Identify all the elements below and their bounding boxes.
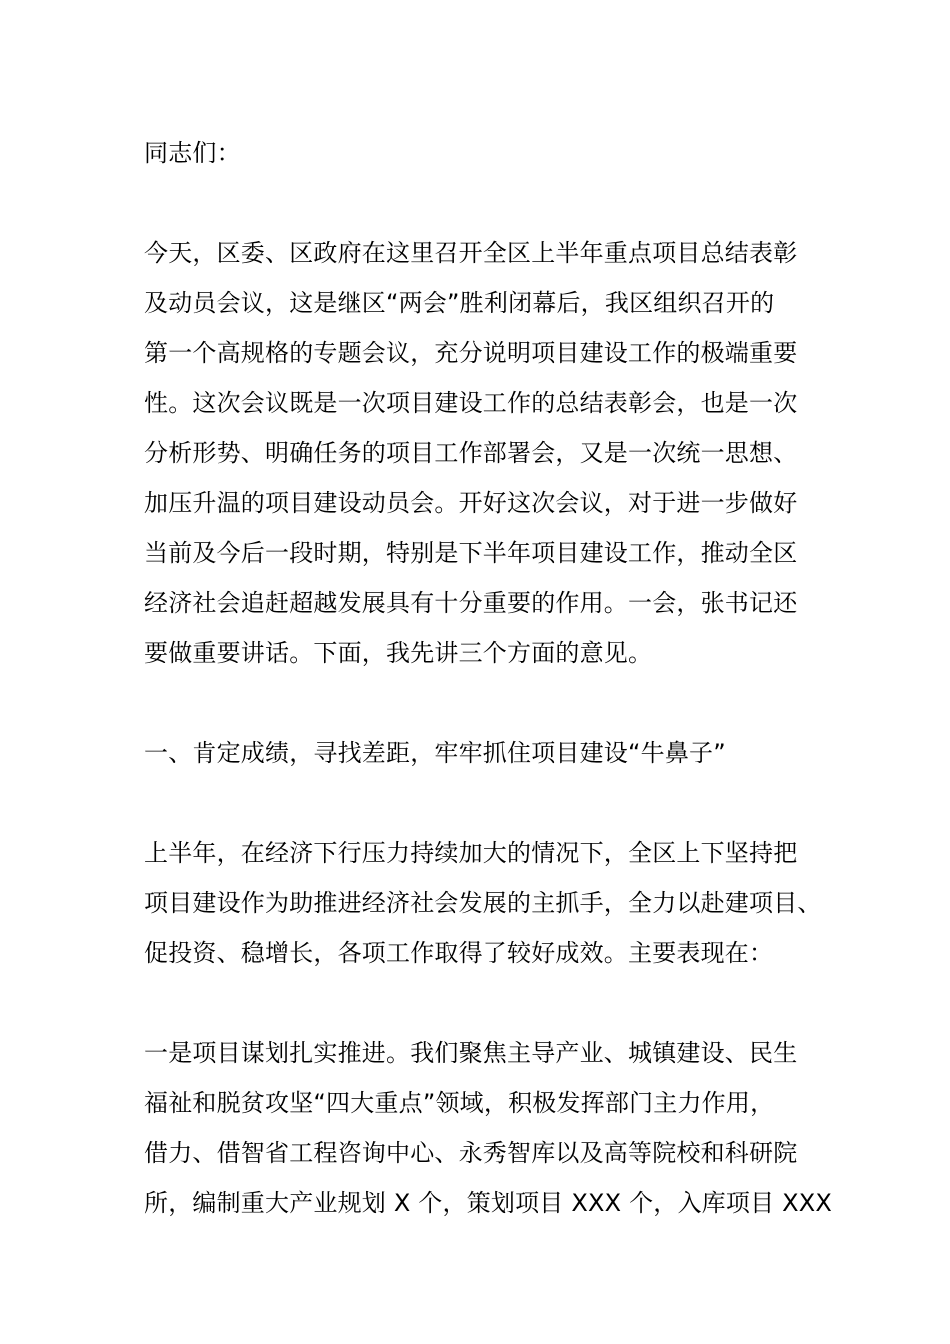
text-line: 加压升温的项目建设动员会。开好这次会议，对于进一步做好	[144, 489, 798, 517]
document-body	[144, 128, 833, 1228]
text-line: 福祉和脱贫攻坚“四大重点”领域，积极发挥部门主力作用，	[144, 1089, 775, 1117]
text-line: 当前及今后一段时期，特别是下半年项目建设工作，推动全区	[144, 539, 798, 567]
text-line: 性。这次会议既是一次项目建设工作的总结表彰会，也是一次	[144, 389, 798, 417]
text-line: 及动员会议，这是继区“两会”胜利闭幕后，我区组织召开的	[144, 289, 775, 317]
text-line: 经济社会追赶超越发展具有十分重要的作用。一会，张书记还	[144, 589, 798, 617]
paragraph-gap	[144, 178, 824, 228]
summary-paragraph	[144, 828, 824, 978]
intro-paragraph	[144, 228, 824, 678]
text-line: 借力、借智省工程咨询中心、永秀智库以及高等院校和科研院	[144, 1139, 798, 1167]
text-line: 上半年，在经济下行压力持续加大的情况下，全区上下坚持把	[144, 839, 798, 867]
text-line: 项目建设作为助推进经济社会发展的主抓手，全力以赴建项目、	[144, 889, 822, 917]
salutation: 同志们：	[144, 139, 241, 167]
text-line: 要做重要讲话。下面，我先讲三个方面的意见。	[144, 639, 653, 667]
text-line: 今天，区委、区政府在这里召开全区上半年重点项目总结表彰	[144, 239, 798, 267]
paragraph-gap	[144, 978, 824, 1028]
text-line: 分析形势、明确任务的项目工作部署会，又是一次统一思想、	[144, 439, 798, 467]
paragraph-gap	[144, 778, 824, 828]
text-line: 所，编制重大产业规划 X 个，策划项目 XXX 个，入库项目 XXX	[144, 1189, 833, 1217]
text-line: 第一个高规格的专题会议，充分说明项目建设工作的极端重要	[144, 339, 798, 367]
text-line: 一是项目谋划扎实推进。我们聚焦主导产业、城镇建设、民生	[144, 1039, 798, 1067]
text-line: 促投资、稳增长，各项工作取得了较好成效。主要表现在：	[144, 939, 774, 967]
paragraph-gap	[144, 678, 824, 728]
point-paragraph	[144, 1028, 833, 1228]
section-heading: 一、肯定成绩，寻找差距，牢牢抓住项目建设“牛鼻子”	[144, 739, 726, 767]
